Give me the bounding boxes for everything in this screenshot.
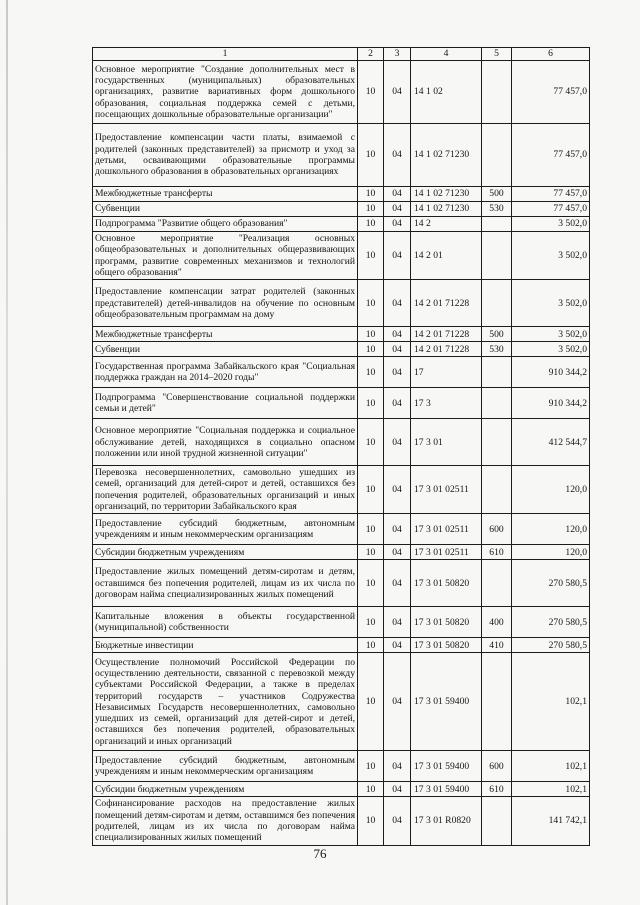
row-target-article: 17 3 01 59400: [411, 782, 482, 797]
row-section: 10: [358, 327, 384, 342]
row-subsection: 04: [384, 217, 411, 232]
row-amount: 120,0: [512, 545, 590, 560]
row-target-article: 14 2 01 71228: [411, 280, 482, 327]
budget-table: [92, 47, 590, 846]
table-row: [93, 280, 590, 327]
row-amount: 3 502,0: [512, 280, 590, 327]
table-row: [93, 797, 590, 845]
row-amount: 120,0: [512, 466, 590, 514]
row-target-article: 17 3 01: [411, 419, 482, 466]
row-target-article: 17 3 01 02511: [411, 514, 482, 545]
row-description: Подпрограмма "Совершенствование социальной поддержки семьи и детей": [93, 388, 358, 419]
row-description: Софинансирование расходов на предоставление жилых помещений детям-сиротам и детям, оставшимся без попечения родителей, лицам из их числа по договорам найма специализированных жилых помещений: [93, 797, 358, 845]
row-section: 10: [358, 217, 384, 232]
table-row: [93, 751, 590, 782]
row-target-article: 17 3: [411, 388, 482, 419]
row-target-article: 14 2 01 71228: [411, 327, 482, 342]
row-target-article: 14 1 02 71230: [411, 202, 482, 217]
row-section: 10: [358, 782, 384, 797]
row-expense-type: [482, 653, 512, 751]
table-row: [93, 388, 590, 419]
row-target-article: 14 1 02: [411, 61, 482, 124]
row-expense-type: 600: [482, 751, 512, 782]
table-row: [93, 232, 590, 280]
row-amount: 270 580,5: [512, 638, 590, 653]
row-expense-type: [482, 217, 512, 232]
row-target-article: 17 3 01 R0820: [411, 797, 482, 845]
table-row: [93, 327, 590, 342]
row-description: Предоставление субсидий бюджетным, автономным учреждениям и иным некоммерческим организациям: [93, 514, 358, 545]
row-description: Капитальные вложения в объекты государственной (муниципальной) собственности: [93, 607, 358, 638]
row-amount: 77 457,0: [512, 202, 590, 217]
row-expense-type: 610: [482, 782, 512, 797]
row-subsection: 04: [384, 419, 411, 466]
row-subsection: 04: [384, 638, 411, 653]
row-amount: 141 742,1: [512, 797, 590, 845]
row-description: Межбюджетные трансферты: [93, 187, 358, 202]
row-description: Предоставление субсидий бюджетным, автономным учреждениям и иным некоммерческим организациям: [93, 751, 358, 782]
row-target-article: 17 3 01 59400: [411, 653, 482, 751]
row-section: 10: [358, 61, 384, 124]
row-section: 10: [358, 388, 384, 419]
table-row: [93, 342, 590, 357]
col-header-5: 5: [482, 48, 512, 61]
row-description: Предоставление жилых помещений детям-сиротам и детям, оставшимся без попечения родителей, лицам из их числа по договорам найма специализированных жилых помещений: [93, 560, 358, 607]
row-description: Субвенции: [93, 342, 358, 357]
row-expense-type: [482, 61, 512, 124]
table-row: [93, 653, 590, 751]
row-description: Основное мероприятие "Создание дополнительных мест в государственных (муниципальных) образовательных организациях, развитие вариативных форм дошкольного образования, социальная поддержка семей с детьми, посещающих дошкольные образовательные организации": [93, 61, 358, 124]
row-expense-type: [482, 357, 512, 388]
row-section: 10: [358, 545, 384, 560]
row-subsection: 04: [384, 466, 411, 514]
table-row: [93, 560, 590, 607]
table-row: [93, 61, 590, 124]
row-description: Подпрограмма "Развитие общего образования": [93, 217, 358, 232]
row-subsection: 04: [384, 61, 411, 124]
row-subsection: 04: [384, 388, 411, 419]
row-amount: 270 580,5: [512, 607, 590, 638]
row-subsection: 04: [384, 607, 411, 638]
row-description: Субвенции: [93, 202, 358, 217]
row-target-article: 14 1 02 71230: [411, 124, 482, 187]
row-subsection: 04: [384, 187, 411, 202]
row-target-article: 14 2 01: [411, 232, 482, 280]
col-header-1: 1: [93, 48, 358, 61]
row-expense-type: 530: [482, 202, 512, 217]
row-target-article: 14 2: [411, 217, 482, 232]
col-header-4: 4: [411, 48, 482, 61]
row-description: Субсидии бюджетным учреждениям: [93, 782, 358, 797]
row-subsection: 04: [384, 357, 411, 388]
table-row: [93, 607, 590, 638]
table-row: [93, 419, 590, 466]
row-amount: 77 457,0: [512, 61, 590, 124]
row-target-article: 17 3 01 50820: [411, 560, 482, 607]
row-description: Субсидии бюджетным учреждениям: [93, 545, 358, 560]
row-expense-type: [482, 280, 512, 327]
row-amount: 102,1: [512, 751, 590, 782]
row-amount: 102,1: [512, 653, 590, 751]
row-expense-type: [482, 797, 512, 845]
col-header-2: 2: [358, 48, 384, 61]
row-description: Перевозка несовершеннолетних, самовольно ушедших из семей, организаций для детей-сирот и детей, оставшихся без попечения родителей, образовательных организаций и иных организаций, по территории Забайкальского края: [93, 466, 358, 514]
row-target-article: 17 3 01 50820: [411, 638, 482, 653]
row-section: 10: [358, 514, 384, 545]
row-expense-type: 600: [482, 514, 512, 545]
row-subsection: 04: [384, 124, 411, 187]
row-expense-type: 400: [482, 607, 512, 638]
row-amount: 102,1: [512, 782, 590, 797]
row-target-article: 14 2 01 71228: [411, 342, 482, 357]
row-section: 10: [358, 124, 384, 187]
row-subsection: 04: [384, 280, 411, 327]
row-section: 10: [358, 638, 384, 653]
table-body: [93, 61, 590, 846]
row-section: 10: [358, 357, 384, 388]
row-expense-type: [482, 388, 512, 419]
row-description: Предоставление компенсации части платы, взимаемой с родителей (законных представителей) за присмотр и уход за детьми, осваивающими образовательные программы дошкольного образования в образовательных организациях: [93, 124, 358, 187]
row-target-article: 17 3 01 02511: [411, 466, 482, 514]
row-section: 10: [358, 280, 384, 327]
row-subsection: 04: [384, 232, 411, 280]
row-amount: 3 502,0: [512, 232, 590, 280]
row-amount: 3 502,0: [512, 327, 590, 342]
col-header-6: 6: [512, 48, 590, 61]
row-section: 10: [358, 560, 384, 607]
row-expense-type: [482, 232, 512, 280]
row-description: Предоставление компенсации затрат родителей (законных представителей) детей-инвалидов на обучение по основным общеобразовательным программам на дому: [93, 280, 358, 327]
row-expense-type: 410: [482, 638, 512, 653]
table-row: [93, 638, 590, 653]
row-description: Межбюджетные трансферты: [93, 327, 358, 342]
row-section: 10: [358, 342, 384, 357]
row-target-article: 17 3 01 59400: [411, 751, 482, 782]
row-expense-type: [482, 466, 512, 514]
row-description: Бюджетные инвестиции: [93, 638, 358, 653]
page-number: 76: [313, 846, 327, 861]
table-row: [93, 187, 590, 202]
row-amount: 270 580,5: [512, 560, 590, 607]
row-amount: 910 344,2: [512, 388, 590, 419]
row-subsection: 04: [384, 653, 411, 751]
row-expense-type: 530: [482, 342, 512, 357]
row-subsection: 04: [384, 514, 411, 545]
row-subsection: 04: [384, 545, 411, 560]
row-amount: 3 502,0: [512, 342, 590, 357]
table-row: [93, 357, 590, 388]
row-target-article: 14 1 02 71230: [411, 187, 482, 202]
row-expense-type: 500: [482, 327, 512, 342]
col-header-3: 3: [384, 48, 411, 61]
row-amount: 120,0: [512, 514, 590, 545]
row-amount: 3 502,0: [512, 217, 590, 232]
row-subsection: 04: [384, 797, 411, 845]
row-section: 10: [358, 751, 384, 782]
row-section: 10: [358, 232, 384, 280]
row-description: Осуществление полномочий Российской Федерации по осуществлению деятельности, связанной с перевозкой между субъектами Российской Федерации, а также в пределах территорий государств – участников Содружества Независимых Государств несовершеннолетних, самовольно ушедших из семей, организаций для детей-сирот и детей, оставшихся без попечения родителей, образовательных организаций и иных организаций: [93, 653, 358, 751]
row-expense-type: [482, 124, 512, 187]
row-target-article: 17: [411, 357, 482, 388]
table-row: [93, 202, 590, 217]
row-section: 10: [358, 187, 384, 202]
row-target-article: 17 3 01 02511: [411, 545, 482, 560]
row-description: Государственная программа Забайкальского края "Социальная поддержка граждан на 2014–2020 годы": [93, 357, 358, 388]
table-row: [93, 466, 590, 514]
row-section: 10: [358, 202, 384, 217]
row-expense-type: 500: [482, 187, 512, 202]
row-expense-type: [482, 419, 512, 466]
row-subsection: 04: [384, 342, 411, 357]
row-amount: 77 457,0: [512, 124, 590, 187]
row-section: 10: [358, 419, 384, 466]
table-row: [93, 514, 590, 545]
row-description: Основное мероприятие "Реализация основных общеобразовательных и дополнительных общеразвивающих программ, развитие современных механизмов и технологий общего образования": [93, 232, 358, 280]
row-section: 10: [358, 466, 384, 514]
row-expense-type: [482, 560, 512, 607]
row-subsection: 04: [384, 327, 411, 342]
row-section: 10: [358, 797, 384, 845]
row-amount: 910 344,2: [512, 357, 590, 388]
row-expense-type: 610: [482, 545, 512, 560]
row-subsection: 04: [384, 202, 411, 217]
header-row: [93, 48, 590, 61]
row-subsection: 04: [384, 560, 411, 607]
row-section: 10: [358, 607, 384, 638]
table-row: [93, 217, 590, 232]
scan-page-edge: [6, 0, 8, 905]
row-description: Основное мероприятие "Социальная поддержка и социальное обслуживание детей, находящихся в социально опасном положении или иной трудной жизненной ситуации": [93, 419, 358, 466]
table-row: [93, 545, 590, 560]
table-row: [93, 124, 590, 187]
table-row: [93, 782, 590, 797]
row-amount: 412 544,7: [512, 419, 590, 466]
row-target-article: 17 3 01 50820: [411, 607, 482, 638]
row-subsection: 04: [384, 751, 411, 782]
row-section: 10: [358, 653, 384, 751]
row-amount: 77 457,0: [512, 187, 590, 202]
row-subsection: 04: [384, 782, 411, 797]
